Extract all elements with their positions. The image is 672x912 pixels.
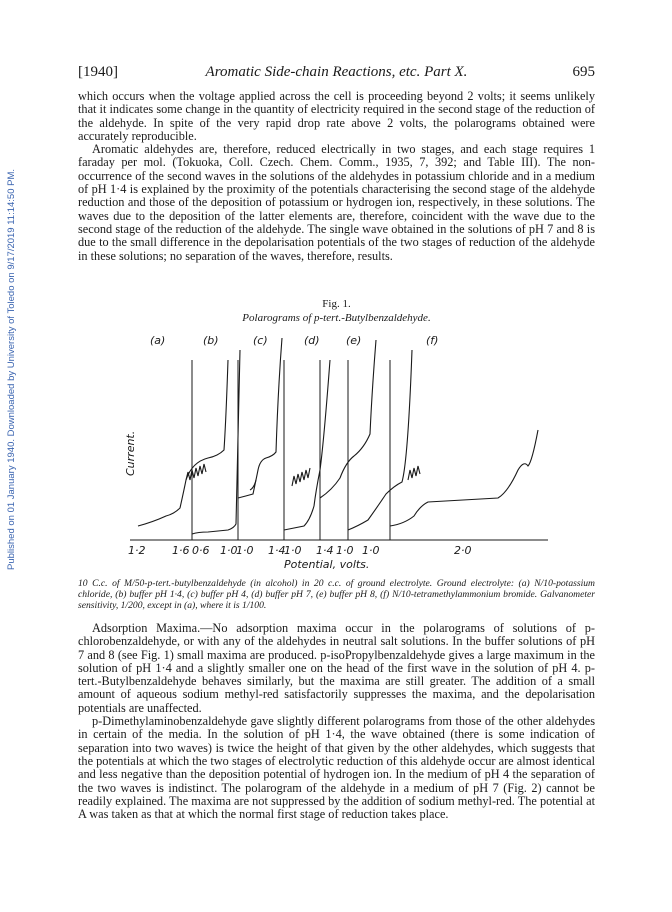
header-year: [1940] [78, 64, 118, 80]
curve-label: (f) [426, 334, 439, 347]
x-tick-label: 1·0 [220, 544, 238, 557]
x-tick-label: 2·0 [454, 544, 472, 557]
curve-b [192, 350, 240, 534]
y-axis-label: Current. [124, 430, 137, 476]
curve-label: (d) [304, 334, 320, 347]
x-tick-label: 1·0 [362, 544, 380, 557]
download-watermark-text: Published on 01 January 1940. Downloaded by University of Toledo on 9/17/2019 11:14:50 PM. [6, 168, 17, 570]
x-tick-label: 0·6 [192, 544, 210, 557]
figure-caption [78, 578, 595, 611]
curve-oscillation [408, 466, 420, 480]
curve-label: (a) [150, 334, 166, 347]
figure-subtitle: Polarograms of p-tert.-Butylbenzaldehyde. [242, 312, 431, 324]
curve-label: (e) [346, 334, 362, 347]
download-watermark [6, 150, 20, 570]
x-axis-label: Potential, volts. [284, 558, 370, 571]
body-text-bottom [78, 622, 595, 821]
paragraph: p-Dimethylaminobenzaldehyde gave slightly different polarograms from those of the other aldehydes in certain of the media. In the solution of pH 1·4, the wave obtained (there is some indication of separation into two waves) is twice the height of that given by the other aldehydes, which suggests that the potentials at which the two stages of electrolytic reduction of this aldehyde occur are almost identical and less negative than the deposition potential of hydrogen ion. In the medium of pH 4 the separation of the two waves is indistinct. The polarogram of the aldehyde in a medium of pH 7 (Fig. 2) cannot be readily explained. The maxima are not suppressed by the addition of sodium methyl-red. The potential at A was taken as that at which the normal first stage of reduction takes place. [78, 714, 595, 822]
header-page-number: 695 [572, 64, 595, 80]
x-tick-label: 1·6 [172, 544, 190, 557]
curve-oscillation [292, 468, 310, 486]
body-text-top [78, 90, 595, 263]
header-title: Aromatic Side-chain Reactions, etc. Part X. [205, 64, 468, 80]
x-tick-label: 1·0 [284, 544, 302, 557]
curve-label: (c) [253, 334, 268, 347]
figure-title: Fig. 1. [322, 298, 351, 310]
paragraph: which occurs when the voltage applied across the cell is proceeding beyond 2 volts; it seems unlikely that it indicates some change in the quantity of electricity required in the second stage of the reduction of the aldehyde. In spite of the very rapid drop rate above 2 volts, the polarograms obtained were accurately reproducible. [78, 89, 595, 143]
x-tick-label: 1·0 [336, 544, 354, 557]
curve-e-second [348, 350, 412, 530]
x-tick-label: 1·2 [128, 544, 146, 557]
polarogram-curves [138, 338, 538, 534]
curve-a [138, 360, 228, 526]
caption-text: 10 C.c. of M/50-p-tert.-butylbenzaldehyde (in alcohol) in 20 c.c. of ground electrolyte. Ground electrolyte: (a) N/10-potassium chloride, (b) buffer pH 1·4, (c) buffer pH 4, (d) buffer pH 7, (e) buffer pH 8, (f) N/10-tetramethylammonium bromide. Galvanometer sensitivity, 1/200, except in (a), where it is 1/100. [78, 578, 595, 611]
curve-label: (b) [203, 334, 219, 347]
curve-c [238, 338, 282, 498]
polarogram-figure [108, 330, 568, 575]
paragraph: Adsorption Maxima.—No adsorption maxima occur in the polarograms of solutions of p-chlorobenzaldehyde, or with any of the aldehydes in neutral salt solutions. In the buffer solutions of pH 7 and 8 (see Fig. 1) small maxima are produced. p-isoPropylbenzaldehyde gives a large maximum in the solution of pH 1·4 and a slightly smaller one on the head of the first wave in the solution of pH 4. p-tert.-Butylbenzaldehyde behaves similarly, but the maxima are still greater. The addition of a small amount of aqueous sodium methyl-red satisfactorily suppresses the maxima, and the depolarisation potentials are unaffected. [78, 621, 595, 715]
x-tick-label: 1·4 [316, 544, 334, 557]
page-header [78, 64, 595, 82]
curve-d [284, 360, 330, 530]
x-tick-label: 1·4 [268, 544, 286, 557]
x-tick-label: 1·0 [236, 544, 254, 557]
paragraph: Aromatic aldehydes are, therefore, reduced electrically in two stages, and each stage requires 1 faraday per mol. (Tokuoka, Coll. Czech. Chem. Comm., 1935, 7, 392; and Table III). The non-occurrence of the second waves in the solutions of the aldehydes in potassium chloride and in a medium of pH 1·4 is explained by the proximity of the potentials characterising the second stage of the aldehyde reduction and those of the deposition of potassium or hydrogen ion, respectively, in these solutions. The waves due to the deposition of the latter elements are, therefore, coincident with the wave due to the second stage of the reduction of the aldehyde. The single wave obtained in the solutions of pH 7 and 8 is due to the small difference in the depolarisation potentials of the two stages of reduction of the aldehyde in these solutions; no separation of the waves, therefore, results. [78, 142, 595, 263]
